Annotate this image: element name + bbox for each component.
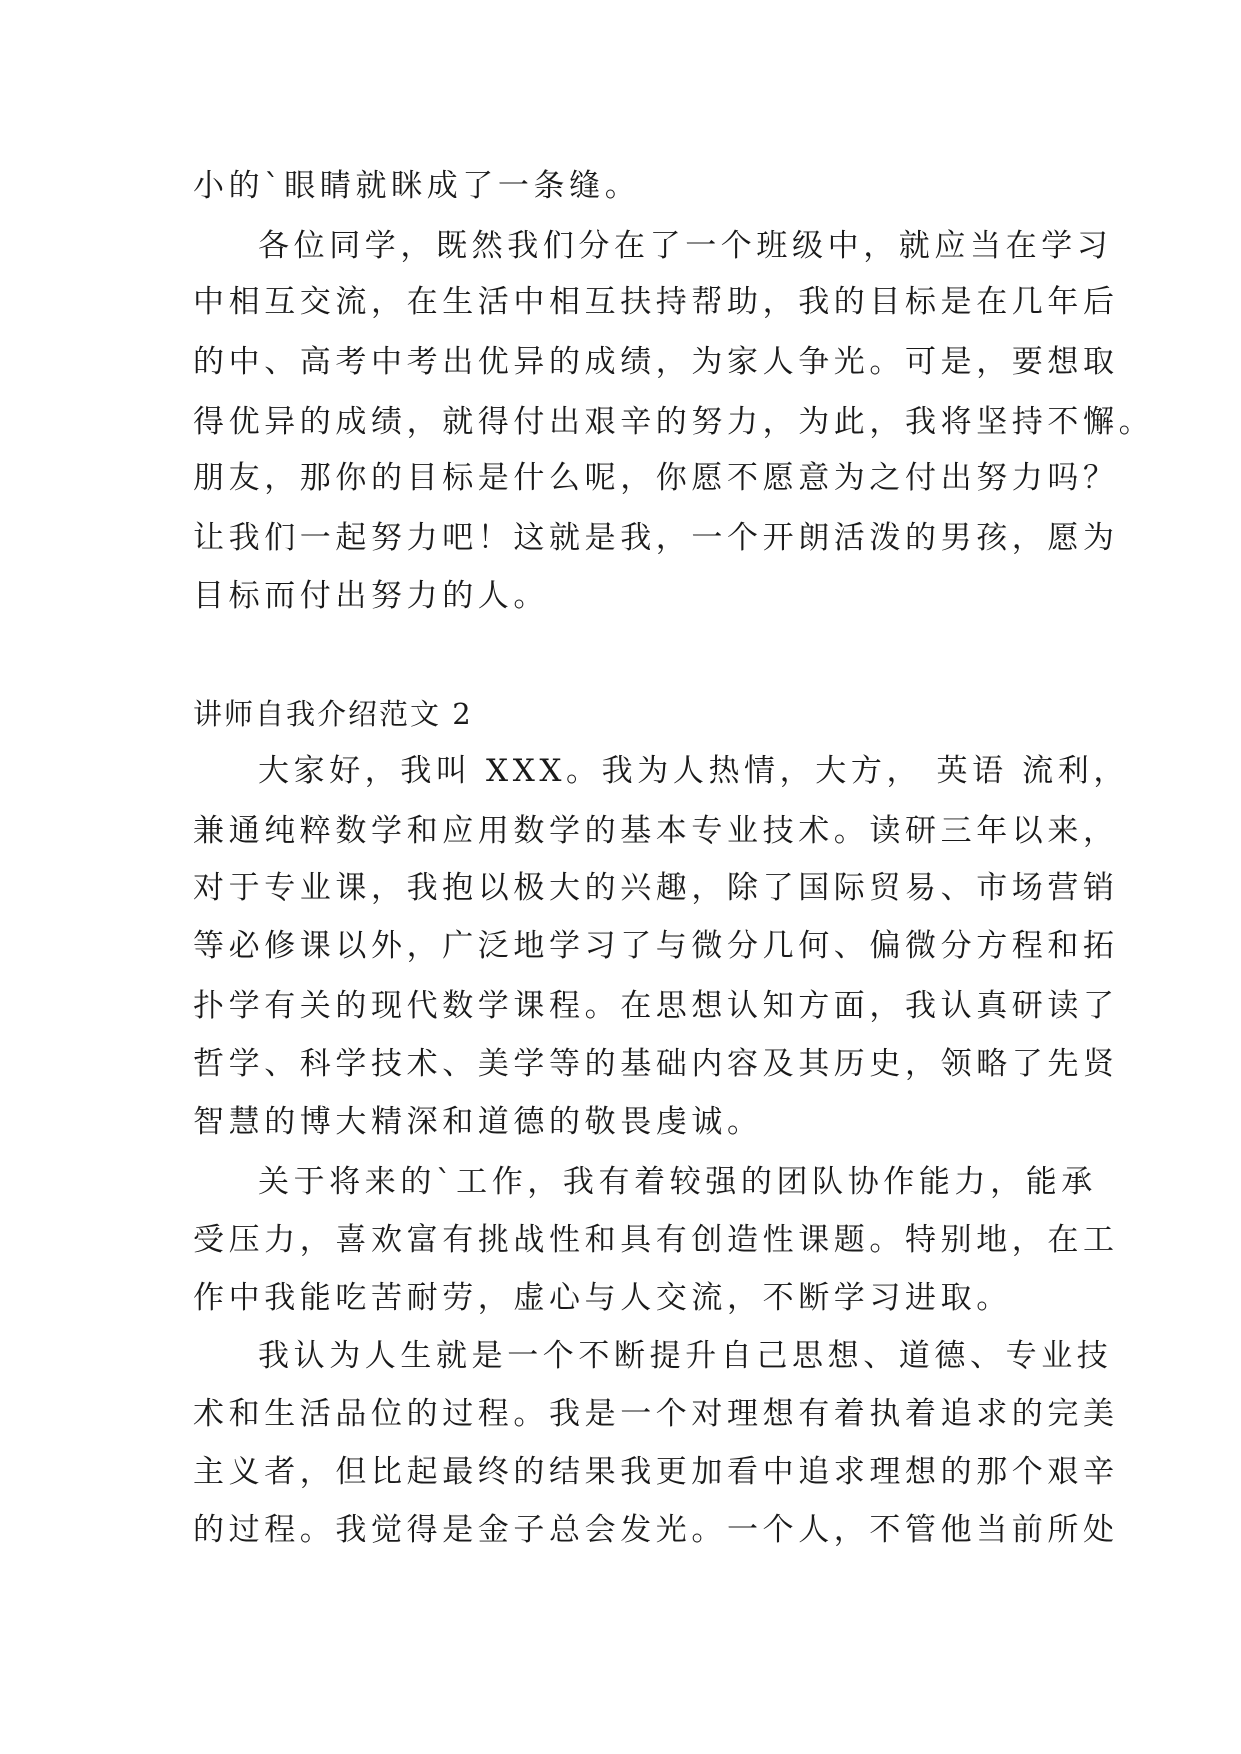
text-line: 哲学、科学技术、美学等的基础内容及其历史，领略了先贤 [193, 1046, 1119, 1082]
text-line: 等必修课以外，广泛地学习了与微分几何、偏微分方程和拓 [193, 928, 1119, 964]
text-line: 受压力，喜欢富有挑战性和具有创造性课题。特别地，在工 [193, 1222, 1119, 1258]
text-line: 我认为人生就是一个不断提升自己思想、道德、专业技 [258, 1338, 1113, 1374]
text-line: 朋友，那你的目标是什么呢，你愿不愿意为之付出努力吗？ [193, 460, 1119, 496]
text-line: 关于将来的`工作，我有着较强的团队协作能力，能承 [258, 1164, 1097, 1200]
text-line: 的过程。我觉得是金子总会发光。一个人，不管他当前所处 [193, 1512, 1119, 1548]
text-line: 主义者，但比起最终的结果我更加看中追求理想的那个艰辛 [193, 1454, 1119, 1490]
text-line: 中相互交流，在生活中相互扶持帮助，我的目标是在几年后 [193, 284, 1119, 320]
text-line: 兼通纯粹数学和应用数学的基本专业技术。读研三年以来， [193, 813, 1119, 849]
text-line: 小的`眼睛就眯成了一条缝。 [193, 168, 641, 204]
text-line: 目标而付出努力的人。 [193, 578, 549, 614]
text-line: 让我们一起努力吧！这就是我，一个开朗活泼的男孩，愿为 [193, 520, 1119, 556]
text-line: 的中、高考中考出优异的成绩，为家人争光。可是，要想取 [193, 344, 1119, 380]
text-line: 智慧的博大精深和道德的敬畏虔诚。 [193, 1104, 763, 1140]
text-line: 得优异的成绩，就得付出艰辛的努力，为此，我将坚持不懈。 [193, 404, 1155, 440]
text-line: 各位同学，既然我们分在了一个班级中，就应当在学习 [258, 228, 1113, 264]
text-line: 大家好，我叫 XXX。我为人热情，大方， 英语 流利， [258, 753, 1129, 789]
text-line: 对于专业课，我抱以极大的兴趣，除了国际贸易、市场营销 [193, 870, 1119, 906]
text-line: 术和生活品位的过程。我是一个对理想有着执着追求的完美 [193, 1396, 1119, 1432]
text-line: 扑学有关的现代数学课程。在思想认知方面，我认真研读了 [193, 988, 1119, 1024]
section-heading: 讲师自我介绍范文 2 [193, 697, 473, 731]
text-line: 作中我能吃苦耐劳，虚心与人交流，不断学习进取。 [193, 1280, 1012, 1316]
